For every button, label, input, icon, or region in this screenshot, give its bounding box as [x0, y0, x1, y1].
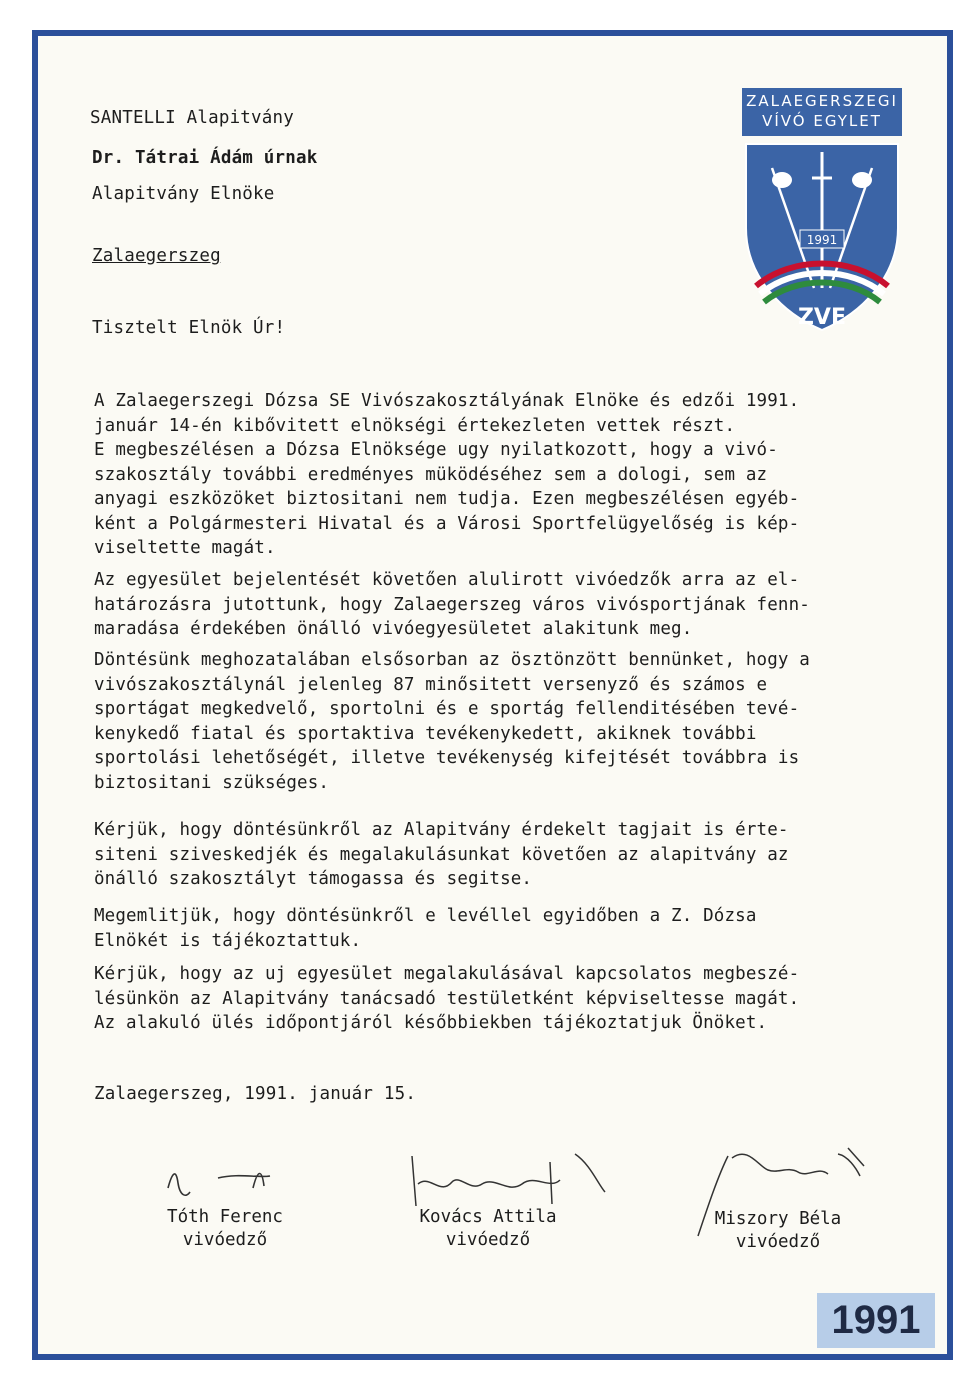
date-line: Zalaegerszeg, 1991. január 15.: [94, 1084, 417, 1104]
signature-scribble-1: [158, 1148, 288, 1208]
signatory-3-name: Miszory Béla: [714, 1209, 842, 1229]
signatory-1: [150, 1206, 300, 1252]
signatory-3-role: vivóedző: [735, 1232, 821, 1252]
body-paragraph-4: Kérjük, hogy döntésünkről az Alapitvány érdekelt tagjait is érte- siteni sziveskedjék és megalakulásunkat követően az alapitvány az önálló szakosztályt támogassa és segitse.: [94, 820, 789, 889]
club-logo: [742, 88, 902, 338]
letter-paper: [38, 36, 947, 1354]
signatory-1-name: Tóth Ferenc: [167, 1207, 283, 1227]
logo-year: 1991: [806, 233, 838, 247]
signature-scribble-2: [400, 1144, 620, 1214]
body-paragraph-2: Az egyesület bejelentését követően alulirott vivóedzők arra az el- határozásra jutottunk, hogy Zalaegerszeg város vivósportjának fenn- maradása érdekében önálló vivóegyesületet alakitunk meg.: [94, 570, 810, 639]
logo-monogram: ZVE: [797, 305, 847, 330]
logo-banner: [742, 88, 902, 136]
recipient-line-2: Dr. Tátrai Ádám úrnak: [92, 148, 318, 168]
signatory-1-role: vivóedző: [182, 1230, 268, 1250]
signatory-2-role: vivóedző: [445, 1230, 531, 1250]
year-badge: 1991: [817, 1293, 935, 1348]
salutation: Tisztelt Elnök Úr!: [92, 318, 286, 338]
signatory-3: [698, 1208, 858, 1254]
logo-title-line-2: VÍVÓ EGYLET: [762, 112, 882, 130]
recipient-line-1: SANTELLI Alapitvány: [90, 108, 294, 128]
body-paragraph-3: Döntésünk meghozatalában elsősorban az ösztönzött bennünket, hogy a vivószakosztálynál jelenleg 87 minősitett versenyző és számos e sportágat megkedvelő, sportolni és e sportág fellenditésében tevé- kenykedő fiatal és sportaktiva tevékenykedett, akiknek további sportolási lehetőségét, illetve tevékenység kifejtését továbbra is biztositani szükséges.: [94, 650, 810, 793]
logo-title-line-1: ZALAEGERSZEGI: [746, 92, 898, 110]
document-frame: [32, 30, 953, 1360]
recipient-line-3: Alapitvány Elnöke: [92, 184, 275, 204]
recipient-city: Zalaegerszeg: [92, 246, 221, 266]
body-paragraph-1: A Zalaegerszegi Dózsa SE Vivószakosztályának Elnöke és edzői 1991. január 14-én kibővitett elnökségi értekezleten vettek részt. E megbeszélésen a Dózsa Elnöksége ugy nyilatkozott, hogy a vivó- szakosztály további eredményes müködéséhez sem a dologi, sem az anyagi eszközöket biztositani nem tudja. Ezen megbeszélésen egyéb- ként a Polgármesteri Hivatal és a Városi Sportfelügyelőség is kép- viseltette magát.: [94, 391, 800, 558]
signatory-2-name: Kovács Attila: [419, 1207, 557, 1227]
logo-shield: [742, 138, 902, 334]
body-paragraph-6: Kérjük, hogy az uj egyesület megalakulásával kapcsolatos megbeszé- lésünkön az Alapitvány tanácsadó testületként képviseltesse magát. Az alakuló ülés időpontjáról későbbiekben tájékoztatjuk Önöket.: [94, 964, 800, 1033]
signatory-2: [398, 1206, 578, 1252]
body-paragraph-5: Megemlitjük, hogy döntésünkről e levéllel egyidőben a Z. Dózsa Elnökét is tájékoztattuk.: [94, 906, 757, 951]
